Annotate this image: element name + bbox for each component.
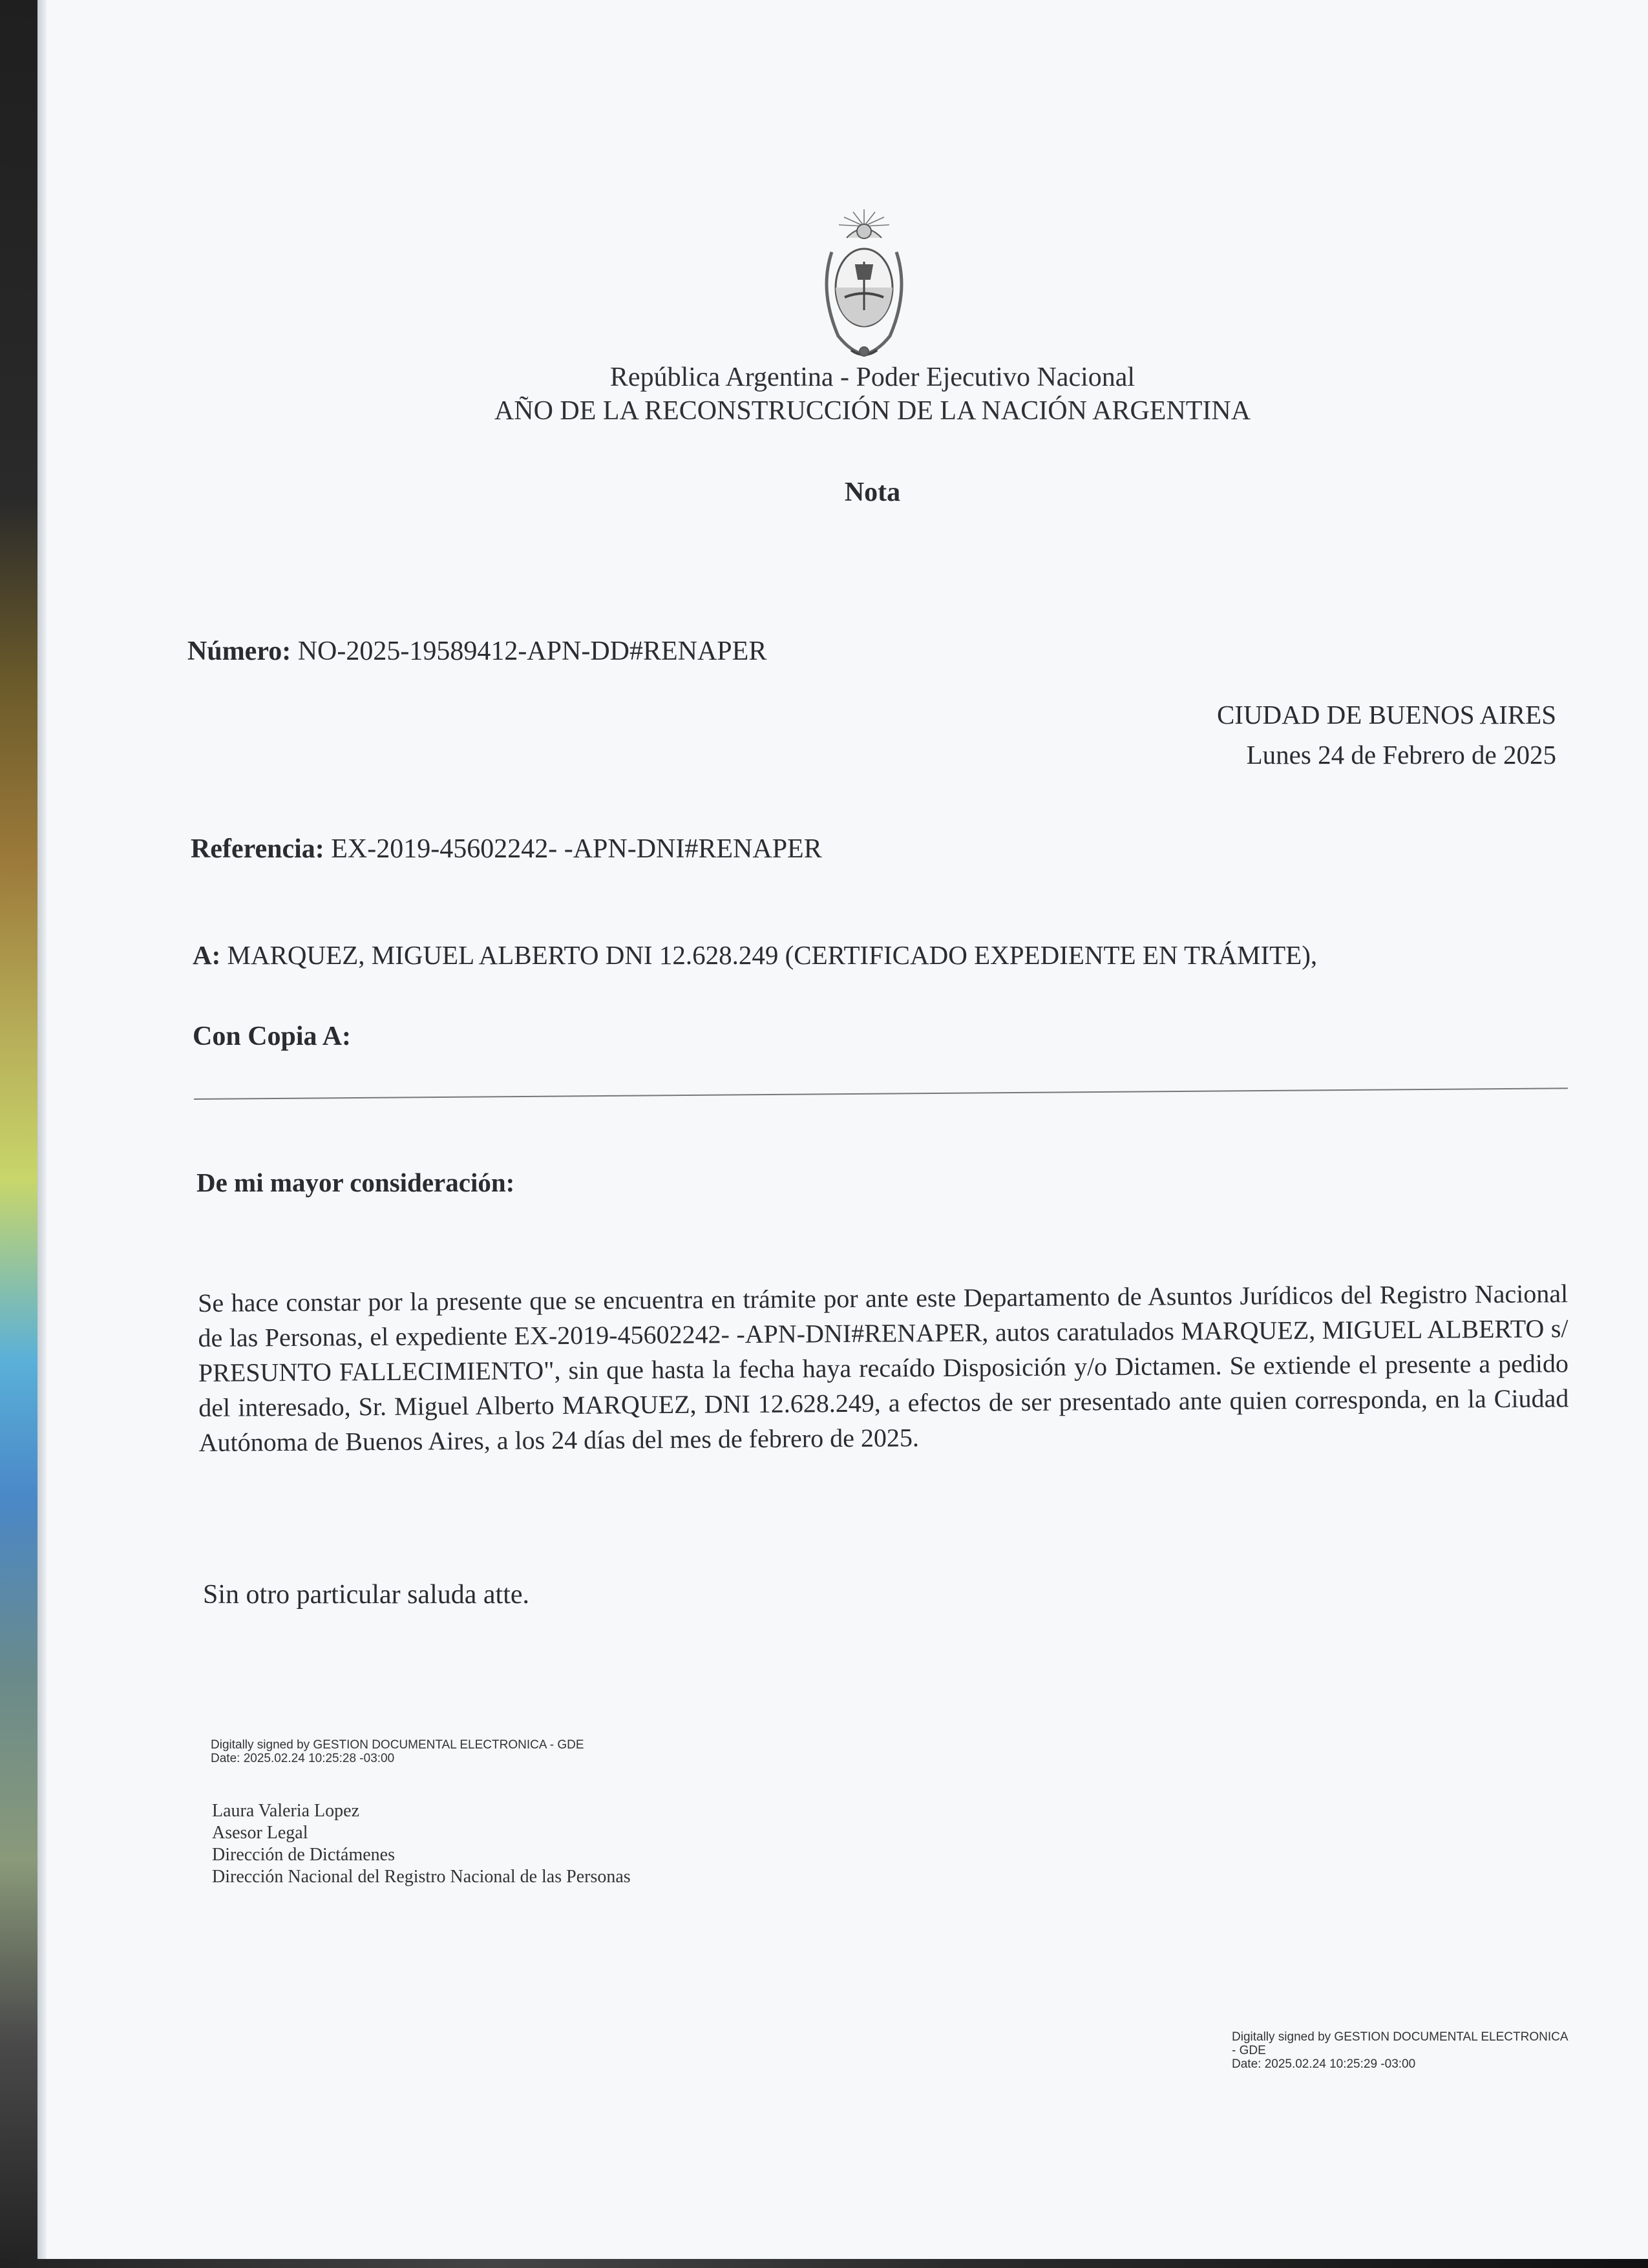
referencia-row <box>191 834 822 865</box>
numero-row <box>187 636 766 667</box>
scan-edge-artifact <box>0 0 37 2268</box>
scan-bottom-artifact <box>0 2259 1648 2268</box>
place-city: CIUDAD DE BUENOS AIRES <box>1216 700 1556 730</box>
recipient-value: MARQUEZ, MIGUEL ALBERTO DNI 12.628.249 (CERTIFICADO EXPEDIENTE EN TRÁMITE), <box>227 940 1318 970</box>
closing-line: Sin otro particular saluda atte. <box>203 1580 530 1610</box>
salutation: De mi mayor consideración: <box>196 1168 515 1197</box>
recipient-row <box>193 940 1317 971</box>
signer-name: Laura Valeria Lopez <box>212 1801 360 1821</box>
signature-2-by: Digitally signed by GESTION DOCUMENTAL ELECTRONICA - GDE <box>1232 2030 1568 2057</box>
digital-signature-1 <box>211 1738 584 1765</box>
header-year-motto: AÑO DE LA RECONSTRUCCIÓN DE LA NACIÓN ARGENTINA <box>494 396 1251 426</box>
numero-value: NO-2025-19589412-APN-DD#RENAPER <box>297 636 767 666</box>
digital-signature-2 <box>1232 2030 1568 2071</box>
signature-1-by: Digitally signed by GESTION DOCUMENTAL ELECTRONICA - GDE <box>211 1738 584 1752</box>
document-date: Lunes 24 de Febrero de 2025 <box>1246 740 1556 770</box>
cc-row <box>193 1021 351 1052</box>
scan-edge-shadow <box>37 0 47 2268</box>
signer-role: Asesor Legal <box>212 1823 308 1843</box>
body-paragraph: Se hace constar por la presente que se encuentra en trámite por ante este Departamento de Asuntos Jurídicos del Registro Nacional de las Personas, el expediente EX-2019-45602242- -APN-DNI#RENAPER, autos caratulados MARQUEZ, MIGUEL ALBERTO s/ PRESUNTO FALLECIMIENTO", sin que hasta la fecha haya recaído Disposición y/o Dictamen. Se extiende el presente a pedido del interesado, Sr. Miguel Alberto MARQUEZ, DNI 12.628.249, a efectos de ser presentado ante quien corresponda, en la Ciudad Autónoma de Buenos Aires, a los 24 días del mes de febrero de 2025. <box>198 1279 1569 1457</box>
signer-block <box>212 1800 631 1888</box>
document-type-title: Nota <box>844 478 901 507</box>
cc-label: Con Copia A: <box>193 1022 352 1051</box>
header-divider <box>194 1087 1568 1100</box>
header-government: República Argentina - Poder Ejecutivo Nacional <box>609 362 1136 392</box>
signature-1-date: Date: 2025.02.24 10:25:28 -03:00 <box>211 1752 395 1765</box>
signer-office: Dirección de Dictámenes <box>212 1845 395 1865</box>
argentina-coat-of-arms-icon <box>816 207 913 362</box>
referencia-label: Referencia: <box>191 834 324 864</box>
signature-2-date: Date: 2025.02.24 10:25:29 -03:00 <box>1232 2057 1416 2071</box>
recipient-label: A: <box>193 940 221 970</box>
numero-label: Número: <box>187 636 291 666</box>
signer-agency: Dirección Nacional del Registro Nacional de las Personas <box>212 1867 631 1887</box>
referencia-value: EX-2019-45602242- -APN-DNI#RENAPER <box>331 834 822 864</box>
